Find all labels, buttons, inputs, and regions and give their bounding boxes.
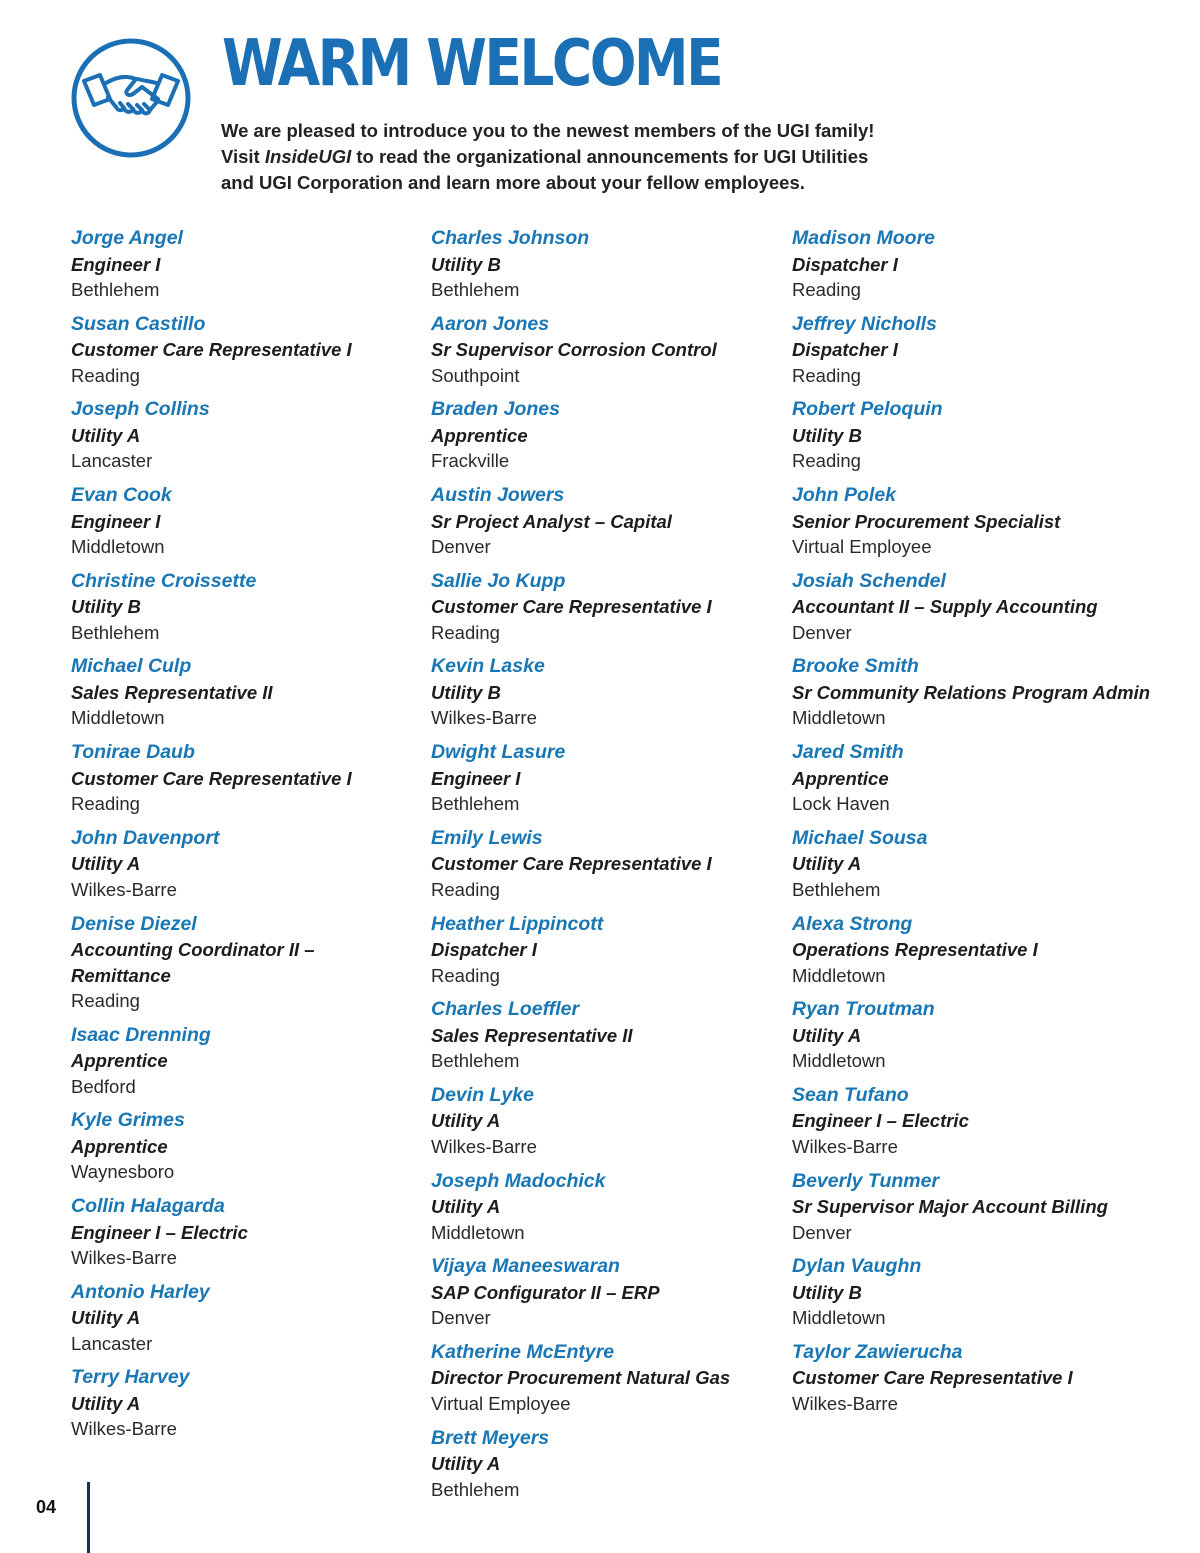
employee-entry [431,1169,791,1246]
employee-location: Bethlehem [792,878,881,900]
employee-entry [431,226,791,303]
employee-name: Taylor Zawierucha [792,1340,963,1363]
employee-entry [71,483,431,560]
employee-location: Middletown [792,1050,886,1072]
employee-name: Brooke Smith [792,655,919,678]
employee-role: Sr Project Analyst – Capital [431,510,672,532]
employee-location: Lancaster [71,1332,153,1354]
employee-entry [71,569,431,646]
employee-role: Utility A [792,1024,862,1046]
employee-location: Bethlehem [431,279,520,300]
employee-name: Evan Cook [71,484,172,507]
employee-entry [71,1280,431,1357]
employee-location: Wilkes-Barre [71,1247,177,1269]
employee-role: Dispatcher I [792,339,898,361]
employee-location: Bethlehem [71,621,160,643]
intro-line [221,144,941,170]
employee-location: Middletown [792,964,886,986]
employee-location: Bethlehem [71,279,160,300]
employee-role: Utility B [431,253,501,275]
employee-name: John Polek [792,484,897,507]
employee-name: Joseph Madochick [431,1169,606,1192]
employee-role: Utility B [792,424,862,446]
employee-name: Tonirae Daub [71,741,195,764]
employee-role: Utility A [431,1453,501,1475]
page-number: 04 [36,1497,57,1517]
employee-location: Southpoint [431,364,520,386]
employee-role: Dispatcher I [431,939,537,960]
employee-name: Alexa Strong [792,912,913,935]
employee-role: Utility A [431,1196,501,1218]
employee-location: Reading [431,878,500,900]
employee-entry [792,1169,1152,1246]
employee-role: Utility A [71,1392,141,1414]
employee-entry [431,312,791,389]
employee-role: Utility B [71,596,141,618]
employee-entry [71,312,431,389]
employee-role: Apprentice [792,767,889,789]
employee-entry [792,740,1152,817]
employee-entry [431,654,791,731]
employee-name: Christine Croissette [71,569,257,592]
employee-location: Bethlehem [431,1478,520,1500]
employee-entry [431,740,791,817]
employee-name: Sallie Jo Kupp [431,569,566,592]
employee-location: Middletown [431,1221,525,1243]
employee-role: Sales Representative II [71,681,273,703]
employee-role: Utility A [71,1307,141,1329]
employee-entry [431,1083,791,1160]
page-divider [87,1482,90,1553]
employee-name: Josiah Schendel [792,569,946,592]
employee-location: Bethlehem [431,793,520,815]
employee-location: Reading [431,621,500,643]
employee-entry [71,912,431,1014]
employee-entry [431,1254,791,1331]
employee-entry [71,826,431,903]
employee-location: Denver [792,621,852,643]
employee-role: Engineer I – Electric [792,1110,969,1132]
employee-entry [71,1108,431,1185]
employee-location: Lancaster [71,450,153,472]
employee-name: Dylan Vaughn [792,1255,922,1278]
employee-name: Dwight Lasure [431,741,566,764]
employee-role: Customer Care Representative I [431,853,712,875]
employee-name: Ryan Troutman [792,998,935,1021]
intro-line: We are pleased to introduce you to the newest members of the UGI family! [221,120,875,141]
employee-name: Brett Meyers [431,1426,550,1449]
intro-text [221,118,941,196]
employee-role: Director Procurement Natural Gas [431,1367,731,1389]
employee-entry [71,1194,431,1271]
employee-location: Virtual Employee [792,536,932,558]
employee-name: Isaac Drenning [71,1023,211,1046]
employee-entry [792,483,1152,560]
employee-name: Beverly Tunmer [792,1169,940,1192]
employee-name: Madison Moore [792,227,936,249]
employee-role: Accounting Coordinator II – Remittance [71,939,315,986]
employee-location: Bedford [71,1075,136,1097]
employee-role: Customer Care Representative I [431,596,712,618]
employee-entry [792,1254,1152,1331]
employee-role: Senior Procurement Specialist [792,510,1061,532]
intro-line: and UGI Corporation and learn more about your fellow employees. [221,172,805,193]
employee-entry [792,826,1152,903]
employee-role: Engineer I – Electric [71,1221,248,1243]
employee-location: Denver [792,1221,852,1243]
handshake-icon [70,37,192,159]
employee-location: Reading [792,364,861,386]
employee-name: Katherine McEntyre [431,1340,615,1363]
employee-entry [71,740,431,817]
employee-name: Kyle Grimes [71,1109,185,1132]
employee-location: Wilkes-Barre [431,1135,537,1157]
employee-name: Denise Diezel [71,912,197,935]
employee-name: Devin Lyke [431,1083,534,1106]
employee-entry [71,654,431,731]
employee-name: John Davenport [71,826,220,849]
employee-location: Virtual Employee [431,1392,571,1414]
employee-role: Dispatcher I [792,253,898,275]
employee-column-1 [71,226,431,1451]
employee-column-2 [431,226,791,1511]
employee-role: Operations Representative I [792,939,1038,960]
employee-role: Utility B [431,681,501,703]
employee-entry [792,397,1152,474]
employee-name: Robert Peloquin [792,398,943,421]
intro-visit: Visit [221,146,265,167]
employee-location: Reading [71,793,140,815]
employee-entry [71,1023,431,1100]
employee-entry [431,826,791,903]
employee-name: Aaron Jones [431,312,550,335]
employee-location: Middletown [792,1307,886,1329]
employee-name: Vijaya Maneeswaran [431,1255,620,1278]
employee-entry [792,654,1152,731]
employee-entry [792,997,1152,1074]
employee-location: Reading [71,990,140,1011]
employee-location: Reading [792,279,861,300]
employee-location: Middletown [71,707,165,729]
intro-rest: to read the organizational announcements for UGI Utilities [351,146,869,167]
employee-name: Sean Tufano [792,1083,909,1106]
employee-entry [792,569,1152,646]
employee-entry [792,912,1152,989]
employee-entry [431,997,791,1074]
employee-location: Reading [71,364,140,386]
employee-entry [431,483,791,560]
employee-role: Utility A [792,853,862,875]
employee-entry [792,226,1152,303]
employee-role: Utility A [71,424,141,446]
insideugi-link[interactable]: InsideUGI [264,146,352,167]
employee-name: Jared Smith [792,741,904,764]
employee-role: Apprentice [431,424,528,446]
employee-entry [431,912,791,989]
employee-entry [431,397,791,474]
employee-column-3 [792,226,1152,1426]
employee-location: Wilkes-Barre [431,707,537,729]
employee-role: Sales Representative II [431,1024,633,1046]
employee-role: Engineer I [431,767,521,789]
employee-location: Bethlehem [431,1050,520,1072]
employee-name: Kevin Laske [431,655,545,678]
employee-role: Customer Care Representative I [71,339,352,361]
employee-entry [71,1365,431,1442]
employee-location: Middletown [71,536,165,558]
employee-role: Apprentice [71,1135,168,1157]
employee-name: Michael Culp [71,655,192,678]
employee-name: Michael Sousa [792,826,928,849]
employee-name: Heather Lippincott [431,912,604,935]
employee-name: Braden Jones [431,398,560,421]
employee-name: Collin Halagarda [71,1195,225,1218]
employee-entry [71,397,431,474]
employee-name: Emily Lewis [431,826,543,849]
employee-role: Utility A [431,1110,501,1132]
employee-location: Wilkes-Barre [71,878,177,900]
employee-role: Apprentice [71,1050,168,1072]
employee-role: Utility B [792,1281,862,1303]
employee-entry [431,1340,791,1417]
employee-entry [792,312,1152,389]
employee-name: Jorge Angel [71,227,183,249]
employee-role: Accountant II – Supply Accounting [792,596,1098,618]
employee-location: Wilkes-Barre [792,1135,898,1157]
employee-entry [431,1426,791,1503]
employee-name: Terry Harvey [71,1366,190,1389]
employee-location: Denver [431,1307,491,1329]
employee-name: Charles Loeffler [431,998,580,1021]
employee-location: Denver [431,536,491,558]
employee-name: Joseph Collins [71,398,210,421]
employee-role: Engineer I [71,510,161,532]
employee-location: Lock Haven [792,793,890,815]
employee-location: Reading [792,450,861,472]
employee-location: Frackville [431,450,510,472]
employee-location: Reading [431,964,500,986]
employee-role: Engineer I [71,253,161,275]
employee-name: Susan Castillo [71,312,206,335]
employee-location: Wilkes-Barre [71,1418,177,1440]
employee-name: Austin Jowers [431,484,565,507]
employee-name: Jeffrey Nicholls [792,312,937,335]
employee-name: Antonio Harley [71,1280,210,1303]
employee-role: Utility A [71,853,141,875]
page-title: WARM WELCOME [222,27,722,101]
employee-name: Charles Johnson [431,227,590,249]
employee-location: Middletown [792,707,886,729]
employee-role: Customer Care Representative I [71,767,352,789]
employee-role: Sr Supervisor Major Account Billing [792,1196,1108,1218]
employee-role: Customer Care Representative I [792,1367,1073,1389]
employee-entry [71,226,431,303]
employee-role: Sr Community Relations Program Admin [792,681,1151,703]
employee-location: Waynesboro [71,1161,175,1183]
employee-entry [792,1083,1152,1160]
employee-entry [431,569,791,646]
employee-role: Sr Supervisor Corrosion Control [431,339,717,361]
employee-entry [792,1340,1152,1417]
employee-location: Wilkes-Barre [792,1392,898,1414]
employee-role: SAP Configurator II – ERP [431,1281,660,1303]
